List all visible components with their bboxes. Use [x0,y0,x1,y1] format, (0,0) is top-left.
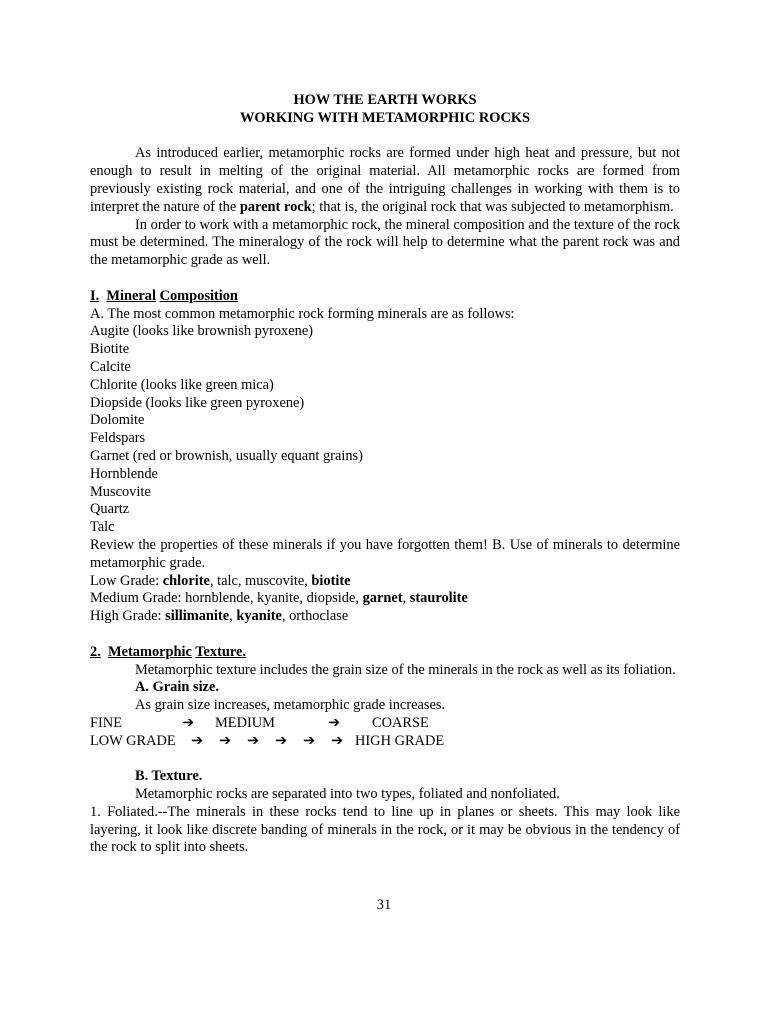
main-title: HOW THE EARTH WORKS [293,92,477,108]
texture-types-text: Metamorphic rocks are separated into two types, foliated and nonfoliated. [135,786,560,803]
heading-word: Composition [159,287,238,304]
arrow-icon: ➔ [275,732,288,749]
mineral-item: Feldspars [90,430,146,447]
mineral-item: Calcite [90,358,131,375]
mineral-item: Dolomite [90,412,145,429]
intro-paragraph-1 [90,145,680,216]
section-number: I. [90,287,100,304]
section-1-heading [90,288,680,306]
high-grade-label: HIGH GRADE [355,732,445,749]
arrow-icon: ➔ [182,714,195,731]
parent-rock-term: parent rock [239,198,312,215]
grain-size-scale [90,715,680,733]
grade-text: , [229,608,237,625]
intro-text: As introduced earlier, metamorphic rocks are formed under high heat and pressure, but not enough to result in melting of the original material. All metamorphic rocks are formed from previously existing rock material, and one of the intriguing challenges in working with them is to interpret the nature of the [90,145,680,215]
fine-label: FINE [90,714,122,731]
texture-intro: Metamorphic texture includes the grain size of the minerals in the rock as well as its foliation. [135,661,676,678]
grade-text: , talc, muscovite, [209,572,312,589]
arrow-icon: ➔ [328,714,341,731]
heading-word: Texture. [195,643,247,660]
grain-size-text: As grain size increases, metamorphic grade increases. [135,697,446,714]
arrow-icon: ➔ [247,732,260,749]
minerals-intro: A. The most common metamorphic rock forming minerals are as follows: [90,305,515,322]
mineral-item: Muscovite [90,483,151,500]
intro-text-end: ; that is, the original rock that was subjected to metamorphism. [311,198,674,215]
mineral-item: Augite (looks like brownish pyroxene) [90,323,314,340]
grade-scale [90,733,680,751]
page-content [90,92,680,857]
mineral-item: Garnet (red or brownish, usually equant grains) [90,447,363,464]
grade-label: Medium Grade: hornblende, kyanite, diopside, [90,590,363,607]
index-mineral: kyanite [236,608,282,625]
index-mineral: garnet [362,590,403,607]
medium-grade-line [90,590,680,608]
section-number: 2. [90,643,101,660]
index-mineral: sillimanite [165,608,230,625]
index-mineral: staurolite [409,590,468,607]
heading-word: Mineral [106,287,156,304]
grade-text: , [402,590,410,607]
page-number: 31 [376,897,392,913]
coarse-label: COARSE [372,714,429,731]
section-2-heading [90,644,680,662]
mineral-item: Biotite [90,341,130,358]
texture-heading: B. Texture. [135,768,203,785]
mineral-item: Quartz [90,501,130,518]
intro-paragraph-2: In order to work with a metamorphic rock, the mineral composition and the texture of the rock must be determined. The mineralogy of the rock will help to determine what the parent rock was and the metamorphic grade as well. [90,216,680,269]
low-grade-line [90,573,680,591]
heading-word: Metamorphic [108,643,192,660]
low-grade-label: LOW GRADE [90,732,176,749]
medium-label: MEDIUM [215,714,275,731]
mineral-item: Talc [90,519,115,536]
high-grade-line [90,608,680,626]
foliated-paragraph: 1. Foliated.--The minerals in these rocks tend to line up in planes or sheets. This may look like layering, it look like discrete banding of minerals in the rock, or it may be obvious in the tendency of the rock to split into sheets. [90,803,680,856]
arrow-icon: ➔ [191,732,204,749]
sub-title: WORKING WITH METAMORPHIC ROCKS [239,109,531,126]
grade-text: , orthoclase [281,608,349,625]
arrow-icon: ➔ [303,732,316,749]
mineral-item: Chlorite (looks like green mica) [90,376,274,393]
review-note: Review the properties of these minerals if you have forgotten them! B. Use of minerals to determine metamorphic grade. [90,536,680,571]
index-mineral: chlorite [162,572,210,589]
arrow-icon: ➔ [219,732,232,749]
grade-label: High Grade: [90,608,166,625]
grade-label: Low Grade: [90,572,163,589]
mineral-item: Diopside (looks like green pyroxene) [90,394,305,411]
mineral-item: Hornblende [90,465,158,482]
arrow-icon: ➔ [331,732,344,749]
grain-size-heading: A. Grain size. [135,679,219,696]
index-mineral: biotite [311,572,351,589]
